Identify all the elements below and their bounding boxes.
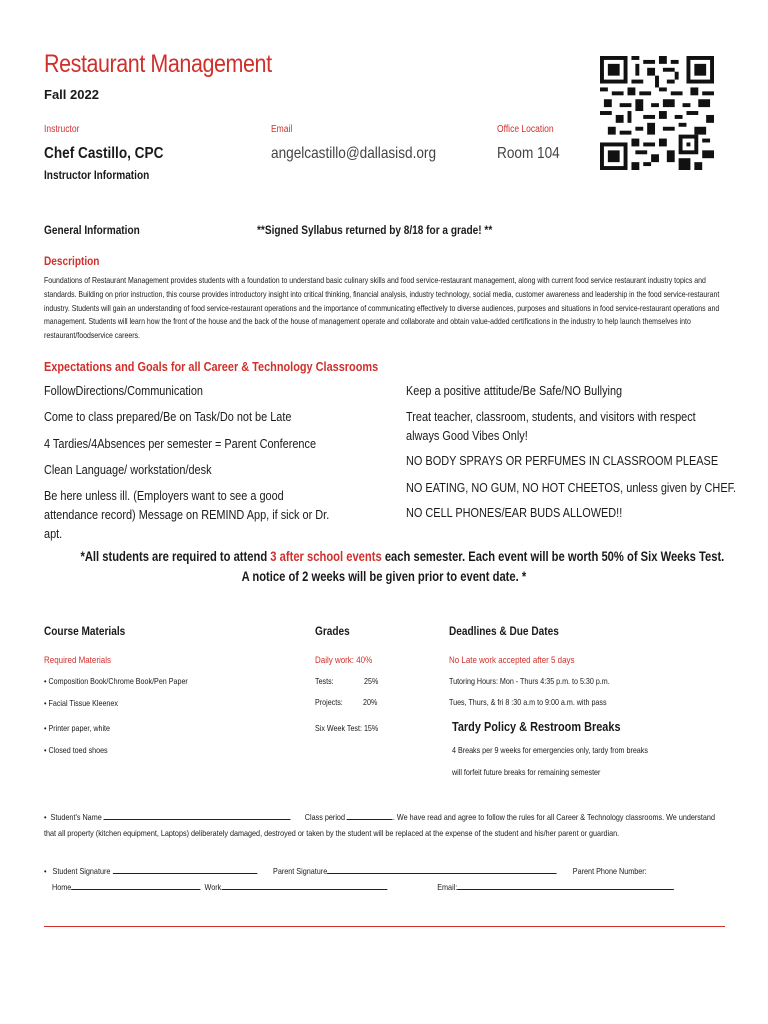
- signature-lines: • Student Signature Parent Signature Parent Phone Number: Home Work Email:: [44, 863, 767, 895]
- student-name-label: Student's Name: [50, 812, 102, 822]
- class-period-label: Class period: [304, 812, 345, 822]
- expectation-right-3: NO BODY SPRAYS OR PERFUMES IN CLASSROOM PLEASE: [406, 453, 719, 468]
- email-line[interactable]: [457, 880, 674, 890]
- agreement-block: • Student's Name Class period . We have read and agree to follow the rules for all Career & Technology classrooms. We understand that all property (kitchen equipment, Laptops) deliberately damaged, destroyed or taken by the student will be replaced at the expense of the student and his/her parent or guardian.: [44, 812, 715, 838]
- home-label: Home: [52, 882, 72, 892]
- instructor-info: Instructor Information: [44, 168, 150, 182]
- instructor-name: Chef Castillo, CPC: [44, 145, 164, 162]
- home-line[interactable]: [71, 880, 200, 890]
- office-label: Office Location: [497, 124, 554, 135]
- description-heading: Description: [44, 254, 100, 268]
- qr-code: [600, 56, 714, 170]
- grades-tests-label: Tests:: [315, 676, 334, 686]
- grades-six-week: Six Week Test: 15%: [315, 723, 379, 733]
- work-label: Work: [204, 882, 222, 892]
- material-item: • Closed toed shoes: [44, 745, 108, 755]
- grades-daily: Daily work: 40%: [315, 655, 373, 666]
- bottom-divider: [44, 926, 725, 927]
- page-title: Restaurant Management: [44, 50, 272, 78]
- no-late-work: No Late work accepted after 5 days: [449, 655, 575, 666]
- class-period-line[interactable]: [347, 810, 393, 820]
- materials-subheading: Required Materials: [44, 655, 111, 666]
- expectations-heading: Expectations and Goals for all Career & Technology Classrooms: [44, 359, 379, 374]
- expectation-left-4: Clean Language/ workstation/desk: [44, 462, 212, 477]
- syllabus-notice: **Signed Syllabus returned by 8/18 for a grade! **: [257, 223, 493, 237]
- agreement-text: . We have read and agree to follow the rules for all Career & Technology classrooms. We understand that all property (kitchen equipment, Laptops) deliberately damaged, destroyed or taken by the student will be replaced at the expense of the student and his/her parent or guardian.: [44, 812, 715, 838]
- grades-projects-label: Projects:: [315, 697, 343, 707]
- events-notice: [0, 548, 768, 566]
- description-text: Foundations of Restaurant Management provides students with a foundation to understand basic culinary skills and food service-restaurant management, along with current food service restaurant industry topics and standards. Building on prior instruction, this course provides introductory insight into critical thinking, financial analysis, industry technology, social media, customer awareness and leadership in the food service-restaurant industry. Students will gain an understanding of food service-restaurant operations and the importance of communicating effectively to diverse audiences, purposes and situations in food service-restaurant operations and management. Students will learn how the front of the house and the back of the house of management operate and collaborate and obtain value-added certifications in the industry to help launch themselves into restaurant/foodservice careers.: [44, 276, 720, 341]
- email-value[interactable]: angelcastillo@dallasisd.org: [271, 145, 437, 162]
- tutoring-hours-2: Tues, Thurs, & fri 8 :30 a.m to 9:00 a.m. with pass: [449, 697, 607, 707]
- events-text-2: each semester. Each event will be worth 50% of Six Weeks Test.: [381, 548, 725, 564]
- expectation-right-5: NO CELL PHONES/EAR BUDS ALLOWED!!: [406, 505, 623, 520]
- email-label: Email: [271, 124, 293, 135]
- tardy-line-2: will forfeit future breaks for remaining semester: [452, 767, 601, 777]
- events-highlight: 3 after school events: [270, 548, 382, 564]
- student-signature-label: Student Signature: [52, 866, 111, 876]
- deadlines-heading: Deadlines & Due Dates: [449, 624, 559, 638]
- email-field-label: Email:: [437, 882, 458, 892]
- parent-signature-label: Parent Signature: [272, 866, 328, 876]
- material-item: • Printer paper, white: [44, 723, 111, 733]
- tardy-line-1: 4 Breaks per 9 weeks for emergencies only, tardy from breaks: [452, 745, 648, 755]
- events-text-1: *All students are required to attend: [80, 548, 271, 564]
- student-name-line[interactable]: [104, 810, 291, 820]
- parent-phone-label: Parent Phone Number:: [572, 866, 647, 876]
- student-signature-line[interactable]: [112, 864, 256, 874]
- grades-projects-value: 20%: [363, 697, 378, 707]
- tutoring-hours: Tutoring Hours: Mon - Thurs 4:35 p.m. to 5:30 p.m.: [449, 676, 610, 686]
- expectation-right-1: Keep a positive attitude/Be Safe/NO Bullying: [406, 383, 623, 398]
- material-item: • Facial Tissue Kleenex: [44, 698, 118, 708]
- expectation-right-2: Treat teacher, classroom, students, and visitors with respect always Good Vibes Only!: [406, 409, 696, 443]
- expectation-left-2: Come to class prepared/Be on Task/Do not be Late: [44, 409, 292, 424]
- expectation-right-4: NO EATING, NO GUM, NO HOT CHEETOS, unless given by CHEF.: [406, 480, 737, 495]
- work-line[interactable]: [221, 880, 387, 890]
- expectation-left-3: 4 Tardies/4Absences per semester = Parent Conference: [44, 436, 317, 451]
- instructor-label: Instructor: [44, 124, 80, 135]
- materials-heading: Course Materials: [44, 624, 126, 638]
- parent-signature-line[interactable]: [327, 864, 557, 874]
- tardy-heading: Tardy Policy & Restroom Breaks: [452, 719, 621, 734]
- description-body: [44, 274, 724, 343]
- expectation-left-1: FollowDirections/Communication: [44, 383, 204, 398]
- material-item: • Composition Book/Chrome Book/Pen Paper: [44, 676, 188, 686]
- expectation-left-5: Be here unless ill. (Employers want to see a good attendance record) Message on REMIND App, if sick or Dr. apt.: [44, 488, 330, 541]
- events-notice-line2: [0, 568, 768, 586]
- grades-tests-value: 25%: [364, 676, 379, 686]
- term: Fall 2022: [44, 87, 99, 102]
- events-line2: A notice of 2 weeks will be given prior to event date. *: [241, 568, 527, 584]
- office-value: Room 104: [497, 145, 560, 162]
- grades-heading: Grades: [315, 624, 350, 638]
- general-info-label: General Information: [44, 223, 140, 237]
